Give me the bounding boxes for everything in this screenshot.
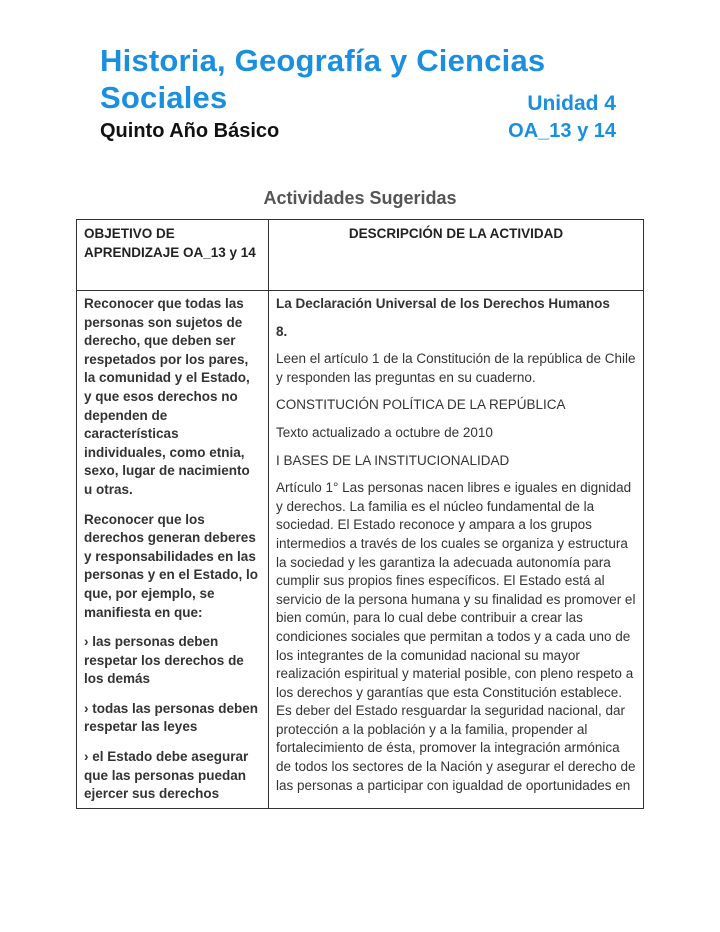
- objective-bullet: › el Estado debe asegurar que las personas puedan ejercer sus derechos: [84, 749, 249, 802]
- objectives-cell: [77, 291, 269, 809]
- section-title: Actividades Sugeridas: [263, 188, 457, 208]
- constitution-chapter: I BASES DE LA INSTITUCIONALIDAD: [276, 452, 510, 468]
- constitution-title: CONSTITUCIÓN POLÍTICA DE LA REPÚBLICA: [276, 397, 566, 413]
- activities-table: [76, 219, 644, 809]
- table-row: [77, 291, 644, 809]
- activity-number: 8.: [276, 323, 288, 339]
- objective-column-header: OBJETIVO DE APRENDIZAJE OA_13 y 14: [77, 220, 269, 291]
- objective-item: Reconocer que los derechos generan deberes y responsabilidades en las personas y en el Estado, lo que, por ejemplo, se manifiesta en que:: [84, 511, 259, 620]
- objective-item: Reconocer que todas las personas son sujetos de derecho, que deben ser respetados por los pares, la comunidad y el Estado, y que esos derechos no dependen de características individuales, como etnia, sexo, lugar de nacimiento u otras.: [84, 296, 250, 497]
- table-header-row: [77, 220, 644, 291]
- title-line-2: Sociales: [100, 80, 228, 115]
- description-column-header: DESCRIPCIÓN DE LA ACTIVIDAD: [269, 220, 644, 291]
- oa-label: OA_13 y 14: [508, 120, 616, 142]
- activity-title: La Declaración Universal de los Derechos Humanos: [276, 296, 610, 311]
- unit-label: Unidad 4: [527, 92, 616, 115]
- description-cell: [269, 291, 644, 809]
- article-1-text: Artículo 1° Las personas nacen libres e iguales en dignidad y derechos. La familia es el núcleo fundamental de la sociedad. El Estado reconoce y ampara a los grupos intermedios a través de los cuales se organiza y estructura la sociedad y les garantiza la adecuada autonomía para cumplir sus propios fines específicos. El Estado está al servicio de la persona humana y su finalidad es promover el bien común, para lo cual debe contribuir a crear las condiciones sociales que permitan a todos y a cada uno de los integrantes de la comunidad nacional su mayor realización espiritual y material posible, con pleno respeto a los derechos y garantías que esta Constitución establece. Es deber del Estado resguardar la seguridad nacional, dar protección a la población y a la familia, propender al fortalecimiento de ésta, promover la integración armónica de todos los sectores de la Nación y asegurar el derecho de las personas a participar con igualdad de oportunidades en: [276, 480, 636, 793]
- objective-bullet: › las personas deben respetar los derechos de los demás: [84, 634, 244, 687]
- activity-instruction: Leen el artículo 1 de la Constitución de la república de Chile y responden las preguntas en su cuaderno.: [276, 351, 636, 385]
- grade-label: Quinto Año Básico: [100, 120, 280, 142]
- constitution-updated: Texto actualizado a octubre de 2010: [276, 424, 493, 440]
- objective-bullet: › todas las personas deben respetar las leyes: [84, 700, 259, 735]
- title-line-1: Historia, Geografía y Ciencias: [100, 43, 546, 78]
